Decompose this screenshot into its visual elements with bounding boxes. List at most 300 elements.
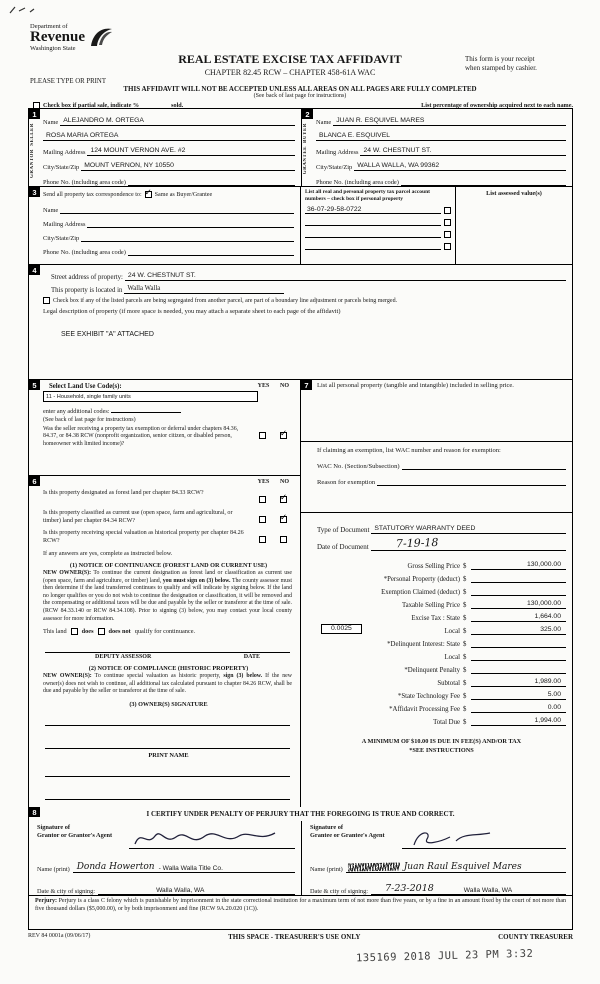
no-checkbox[interactable] [280, 516, 287, 523]
notice-continuance-body [43, 570, 294, 623]
grantee-date-row [310, 873, 566, 895]
dollar-sign: $ [463, 653, 467, 661]
see-back-note: (See back of last page for instructions) [43, 417, 136, 423]
see-instructions-note: *SEE INSTRUCTIONS [409, 746, 474, 754]
does-not-label: does not [108, 628, 131, 636]
handwritten-grantee-name: Juan Raul Esquivel Mares [403, 862, 522, 872]
money-label: Total Due [433, 718, 460, 726]
money-row [317, 687, 566, 700]
dollar-sign: $ [463, 718, 467, 726]
send-label: Send all property tax correspondence to: [43, 191, 142, 198]
title-block [120, 52, 460, 77]
money-label: Local [444, 627, 460, 635]
no-cell [273, 490, 294, 508]
date-city-label: Date & city of signing: [37, 888, 96, 895]
assessed-header: List assessed value(s) [486, 190, 542, 197]
treasurer-space-label: THIS SPACE - TREASURER'S USE ONLY [228, 933, 361, 941]
deputy-assessor-label: DEPUTY ASSESSOR [95, 654, 152, 661]
owners-signature-title: (3) OWNER(S) SIGNATURE [129, 700, 208, 708]
located-label: This property is located in [51, 287, 123, 294]
field-row [43, 156, 295, 171]
exemption-question-row [43, 426, 294, 448]
money-row [317, 674, 566, 687]
grantee-signature-label [310, 822, 402, 840]
name-label: Name [316, 119, 332, 126]
chapter-subtitle: CHAPTER 82.45 RCW – CHAPTER 458-61A WAC [204, 68, 376, 77]
csz-label: City/State/Zip [316, 164, 353, 171]
subtotal-field[interactable]: 1,989.00 [471, 678, 566, 687]
buyer-word: BUYER [303, 123, 308, 144]
field-row [43, 111, 295, 126]
spacer [317, 486, 566, 512]
perjury-label: Perjury: [35, 898, 57, 904]
document-date-row [317, 534, 566, 551]
seller-word: SELLER [30, 123, 35, 146]
no-cell [273, 426, 294, 448]
section-number-badge: 8 [29, 807, 40, 817]
correspondence-name-field[interactable] [60, 213, 294, 214]
if-yes-note: If any answers are yes, complete as instructed below. [43, 551, 173, 557]
buyer-side-label [303, 123, 308, 174]
grantor-signature [131, 825, 281, 851]
dept-line3: Washington State [30, 45, 76, 52]
dollar-sign: $ [463, 575, 467, 583]
same-as-label: Same as Buyer/Grantee [154, 191, 213, 198]
date-label: DATE [243, 654, 260, 661]
section-tax-correspondence [29, 187, 572, 265]
located-city-field[interactable]: Walla Walla [124, 285, 284, 294]
parcel-row [305, 214, 451, 226]
dollar-sign: $ [463, 705, 467, 713]
warning-banner: THIS AFFIDAVIT WILL NOT BE ACCEPTED UNLESS ALL AREAS ON ALL PAGES ARE FULLY COMPLETED [123, 85, 477, 93]
personal-property-label: List all personal property (tangible and intangible) included in selling price. [317, 382, 514, 389]
no-checkbox[interactable] [280, 432, 287, 439]
dor-logo-icon [88, 25, 114, 49]
seller-mailing-field[interactable]: 124 MOUNT VERNON AVE. #2 [87, 147, 295, 156]
excise-tax-local-field[interactable]: 325.00 [471, 626, 566, 635]
yes-no-header [253, 383, 295, 389]
correspondence-csz-field[interactable] [81, 241, 294, 242]
wac-row [317, 454, 566, 470]
notice-compliance-body [43, 673, 294, 696]
money-label: *Delinquent Penalty [404, 666, 460, 674]
personal-property-checkbox[interactable] [444, 243, 451, 250]
field-row [43, 228, 294, 242]
section-buyer [301, 109, 572, 186]
section-classification [29, 476, 300, 807]
personal-property-blank-area[interactable] [317, 391, 566, 441]
located-in-row [43, 281, 566, 294]
agency-name [30, 23, 85, 52]
money-label: Subtotal [437, 679, 460, 687]
parcel-number-field[interactable] [305, 225, 441, 226]
additional-codes-label: enter any additional codes: [43, 408, 110, 415]
assessed-values-col [456, 187, 572, 264]
footer-row [28, 933, 573, 941]
money-row [317, 622, 566, 635]
local-rate-box: 0.0025 [321, 624, 362, 634]
segregated-row [43, 297, 566, 304]
buyer-name-field[interactable]: JUAN R. ESQUIVEL MARES [333, 117, 566, 126]
dollar-sign: $ [463, 640, 467, 648]
no-label: NO [280, 383, 289, 389]
phone-label: Phone No. (including area code) [43, 179, 126, 186]
grantor-word: GRANTOR [30, 148, 35, 178]
money-label: Exemption Claimed (deduct) [381, 588, 460, 596]
no-cell [273, 530, 294, 548]
wac-label: WAC No. (Section/Subsection) [317, 462, 400, 470]
grantee-city: Walla Walla, WA [463, 887, 513, 894]
continuance-qualify-row [43, 628, 294, 635]
seller-name2-field[interactable]: ROSA MARIA ORTEGA [43, 132, 295, 141]
street-label: Street address of property: [51, 274, 123, 281]
deputy-assessor-signature-line[interactable] [45, 641, 290, 653]
please-type-label: PLEASE TYPE OR PRINT [30, 78, 106, 85]
section-sale-details [301, 380, 572, 807]
legal-description-label: Legal description of property (if more space is needed, you may attach a separate sheet to each page of the affidavit) [43, 308, 341, 315]
see-back-note: (See back of last page for instructions) [253, 93, 347, 99]
question-text: Is this property classified as current use (open space, farm and agricultural, or timber) land per chapter 84.34 RCW? [43, 510, 233, 524]
notice-body-part: NEW OWNER(S): [43, 673, 92, 680]
grantor-city: Walla Walla, WA [156, 887, 205, 894]
phone-label: Phone No. (including area code) [316, 179, 399, 186]
additional-codes-field[interactable] [111, 404, 181, 413]
certify-statement: I CERTIFY UNDER PENALTY OF PERJURY THAT THE FOREGOING IS TRUE AND CORRECT. [146, 810, 455, 818]
land-use-code-select[interactable]: 11 - Household, single family units [43, 391, 258, 402]
handwritten-date: 7-19-18 [395, 535, 439, 550]
no-checkbox[interactable] [280, 536, 287, 543]
money-label: Taxable Selling Price [401, 601, 460, 609]
money-row [317, 609, 566, 622]
send-correspondence-row [43, 189, 294, 200]
grantee-signature [404, 827, 504, 851]
money-row [317, 661, 566, 674]
section-number-badge: 6 [29, 476, 40, 486]
no-checkbox[interactable] [280, 496, 287, 503]
signature-of-label: Signature of [37, 824, 70, 831]
exemption-note: If claiming an exemption, list WAC number and reason for exemption: [317, 446, 501, 454]
yes-cell [252, 490, 273, 508]
wac-number-field[interactable] [402, 469, 566, 470]
street-address-field[interactable]: 24 W. CHESTNUT ST. [125, 272, 566, 281]
lower-columns [29, 380, 572, 807]
owner-signature-line[interactable] [45, 714, 290, 726]
parties-row [29, 109, 572, 187]
ownership-note: List percentage of ownership acquired next to each name. [421, 101, 573, 109]
document-type-label: Type of Document [317, 525, 370, 534]
money-label: Gross Selling Price [407, 562, 460, 570]
notice-body-part: NEW OWNER(S): [43, 570, 92, 576]
grantee-date-field[interactable] [371, 873, 566, 895]
grantee-word: GRANTEE [303, 146, 308, 175]
grantee-signature-row [310, 822, 566, 849]
land-use-label: Select Land Use Code(s): [49, 383, 122, 390]
yes-label: YES [257, 383, 270, 389]
taxable-selling-price-field[interactable]: 130,000.00 [471, 600, 566, 609]
seller-phone-field[interactable] [128, 185, 295, 186]
divider [301, 512, 572, 513]
name-print-label: Name (print) [310, 866, 343, 873]
perjury-notice [29, 895, 572, 929]
field-row [316, 156, 566, 171]
parcel-number-field[interactable] [305, 249, 441, 250]
grantee-signature-col [301, 821, 572, 895]
personal-property-checkbox[interactable] [444, 219, 451, 226]
sold-label: sold. [171, 101, 184, 109]
name-print-label: Name (print) [37, 866, 70, 873]
signature-columns [29, 821, 572, 895]
answer-boxes [252, 426, 294, 448]
scan-artifact [8, 4, 48, 16]
field-row [316, 141, 566, 156]
seller-csz-field[interactable]: MOUNT VERNON, NY 10550 [81, 162, 295, 171]
section-number-badge: 2 [302, 109, 313, 119]
grantor-date-row [37, 873, 295, 895]
money-label: *Personal Property (deduct) [383, 575, 460, 583]
yes-cell [252, 510, 273, 528]
excise-tax-state-field[interactable]: 1,664.00 [471, 613, 566, 622]
question-text: Was the seller receiving a property tax exemption or deferral under chapters 84.36, 84.37, or 84.38 RCW (nonprofit organization, senior citizen, or disabled person, homeowner with limited income)? [43, 426, 239, 447]
owner-signature-line[interactable] [45, 737, 290, 749]
field-row [43, 171, 295, 186]
notice-body-part: sign (3) below. [223, 673, 263, 680]
form-revision-number: REV 84 0001a (09/06/17) [28, 933, 91, 939]
county-treasurer-label: COUNTY TREASURER [498, 933, 573, 941]
field-row [316, 111, 566, 126]
money-row [317, 596, 566, 609]
yes-cell [252, 530, 273, 548]
mailing-label: Mailing Address [316, 149, 359, 156]
answer-boxes [252, 530, 294, 548]
money-row [317, 648, 566, 661]
dollar-sign: $ [463, 627, 467, 635]
legal-description-value: SEE EXHIBIT "A" ATTACHED [61, 331, 154, 338]
gross-selling-price-field[interactable]: 130,000.00 [471, 561, 566, 570]
money-row [317, 557, 566, 570]
notice-body-part: If the new owner(s) does not wish to continue, all additional tax calculated pursuant to chapter 84.26 RCW, shall be due and payable by the seller or transferor at the time of sale. [43, 673, 292, 695]
answer-boxes [252, 490, 294, 508]
minimum-due-note: A MINIMUM OF $10.00 IS DUE IN FEE(S) AND/OR TAX [361, 737, 522, 745]
section-number-badge: 3 [29, 187, 40, 197]
csz-label: City/State/Zip [43, 164, 80, 171]
yes-checkbox[interactable] [259, 516, 266, 523]
seller-name-field[interactable]: ALEJANDRO M. ORTEGA [60, 117, 295, 126]
does-not-checkbox[interactable] [98, 628, 105, 635]
section-seller [29, 109, 301, 186]
field-row [43, 214, 294, 228]
money-label: *Affidavit Processing Fee [389, 705, 460, 713]
personal-property-checkbox[interactable] [444, 207, 451, 214]
section-number-badge: 5 [29, 380, 40, 390]
parcel-row [305, 202, 451, 214]
parcel-header: List all real and personal property tax parcel account numbers – check box if personal property [305, 189, 430, 202]
document-date-field[interactable] [371, 537, 566, 551]
grantor-signature-label [37, 822, 129, 840]
notice-body-part: The county assessor must then determine if the land transferred continues to qualify and will indicate by signing below. If the land no longer qualifies or you do not wish to continue the designation or classification, it will be removed and the compensating or additional taxes will be due and payable by the seller or transferor at the time of sale. (RCW 84.33.140 or RCW 84.34.108). Prior to signing (3) below, you may contact your local county assessor for more information. [43, 577, 292, 622]
additional-codes-row [43, 404, 294, 415]
money-row [317, 713, 566, 726]
buyer-name2-field[interactable]: BLANCA E. ESQUIVEL [316, 132, 566, 141]
section-number-badge: 7 [301, 380, 312, 390]
handwritten-grantor-name: Donda Howerton [76, 862, 155, 872]
money-label: *Delinquent Interest: State [387, 640, 460, 648]
treasurer-date-stamp: 135169 2018 JUL 23 PM 3:32 [355, 947, 534, 965]
notice-body-part: To continue the current designation as forest land or classification as current use (open space, farm and agriculture, or timber) land, [43, 570, 292, 584]
page-title: REAL ESTATE EXCISE TAX AFFIDAVIT [178, 52, 402, 66]
total-due-field[interactable]: 1,994.00 [471, 717, 566, 726]
section-property-location [29, 265, 572, 380]
signature-of-label: Signature of [310, 824, 343, 831]
this-land-label: This land [43, 628, 67, 636]
handwritten-signing-date: 7-23-2018 [385, 883, 434, 894]
affidavit-processing-fee-field[interactable]: 0.00 [471, 704, 566, 713]
grantor-signature-field[interactable] [129, 822, 295, 849]
field-row [43, 242, 294, 256]
field-row [316, 171, 566, 186]
grantor-agent-label: Grantor or Grantor's Agent [37, 831, 113, 839]
personal-property-checkbox[interactable] [444, 231, 451, 238]
buyer-phone-field[interactable] [401, 185, 566, 186]
section-number-badge: 1 [29, 109, 40, 119]
yes-checkbox[interactable] [259, 496, 266, 503]
seller-side-label [30, 123, 35, 178]
no-cell [273, 510, 294, 528]
money-label: Local [444, 653, 460, 661]
receipt-note [465, 55, 575, 73]
certify-row [29, 807, 572, 821]
does-label: does [81, 628, 94, 636]
grantee-signature-field[interactable] [402, 822, 566, 849]
question-row [43, 510, 294, 528]
money-label: Excise Tax : State [411, 614, 460, 622]
dollar-sign: $ [463, 692, 467, 700]
yes-checkbox[interactable] [259, 432, 266, 439]
parcel-number-field[interactable] [305, 237, 441, 238]
grantor-company: - Walla Walla Title Co. [158, 865, 223, 872]
agency-logo-block [30, 23, 114, 52]
question-text: Is this property receiving special valuation as historical property per chapter 84.26 RCW? [43, 530, 244, 544]
document-type-field[interactable]: STATUTORY WARRANTY DEED [371, 525, 566, 534]
money-row [317, 635, 566, 648]
dept-line1: Department of [30, 23, 68, 30]
partial-sale-label: Check box if partial sale, indicate % [43, 101, 140, 109]
deputy-assessor-labels [43, 653, 294, 660]
no-label: NO [280, 479, 289, 485]
correspondence-mailing-field[interactable] [87, 227, 294, 228]
grantor-name-field[interactable] [73, 849, 295, 873]
segregated-checkbox[interactable] [43, 297, 50, 304]
does-checkbox[interactable] [71, 628, 78, 635]
mailing-label: Mailing Address [43, 149, 86, 156]
yes-no-header [253, 479, 295, 485]
dept-line2: Revenue [30, 29, 85, 45]
question-row [43, 530, 294, 548]
notice-compliance-title: (2) NOTICE OF COMPLIANCE (HISTORIC PROPERTY) [88, 665, 249, 673]
parcel-row [305, 226, 451, 238]
same-as-buyer-checkbox[interactable] [145, 191, 152, 198]
divider [301, 441, 572, 442]
parcel-numbers-col [301, 187, 456, 264]
name-label: Name [43, 119, 59, 126]
section-land-use [29, 380, 300, 476]
grantor-signature-col [29, 821, 301, 895]
right-column [301, 380, 572, 807]
grantee-name-row [310, 849, 566, 873]
field-row [43, 126, 295, 141]
grantor-name-row [37, 849, 295, 873]
grantor-signature-row [37, 822, 295, 849]
question-text: Is this property designated as forest land per chapter 84.33 RCW? [43, 490, 204, 496]
receipt-note-line2: when stamped by cashier. [465, 64, 537, 73]
street-address-row [43, 268, 566, 281]
parcel-row [305, 238, 451, 250]
dollar-sign: $ [463, 679, 467, 687]
reason-row [317, 470, 566, 486]
csz-label: City/State/Zip [43, 235, 80, 242]
date-city-label: Date & city of signing: [310, 888, 369, 895]
owner-print-name-line[interactable] [45, 765, 290, 777]
mailing-label: Mailing Address [43, 221, 86, 228]
name-label: Name [43, 207, 59, 214]
notice-continuance-title: (1) NOTICE OF CONTINUANCE (FOREST LAND OR CURRENT USE) [69, 562, 268, 569]
correspondence-col [29, 187, 301, 264]
question-row [43, 490, 294, 508]
section-certification [29, 807, 572, 895]
tax-computation-table [317, 557, 566, 726]
money-row [317, 583, 566, 596]
notice-body-part: To continue special valuation as historic property, [91, 673, 224, 680]
document-type-row [317, 519, 566, 534]
field-row [316, 126, 566, 141]
grantee-agent-label: Grantee or Grantee's Agent [310, 831, 385, 839]
segregated-label: Check box if any of the listed parcels are being segregated from another parcel, are part of a boundary line adjustment or parcels being merged. [53, 297, 398, 304]
notice-body-part: you must sign on (3) below. [162, 577, 231, 584]
correspondence-phone-field[interactable] [128, 255, 294, 256]
exemption-reason-field[interactable] [377, 485, 566, 486]
money-label: *State Technology Fee [397, 692, 460, 700]
field-row [43, 141, 295, 156]
yes-label: YES [257, 479, 270, 485]
buyer-csz-field[interactable]: WALLA WALLA, WA 99362 [354, 162, 566, 171]
field-row [43, 200, 294, 214]
dollar-sign: $ [463, 588, 467, 596]
grantee-name-field[interactable] [346, 849, 566, 873]
form-body [28, 108, 573, 930]
yes-checkbox[interactable] [259, 536, 266, 543]
dollar-sign: $ [463, 601, 467, 609]
dollar-sign: $ [463, 666, 467, 674]
buyer-mailing-field[interactable]: 24 W. CHESTNUT ST. [360, 147, 566, 156]
answer-boxes [252, 510, 294, 528]
phone-label: Phone No. (including area code) [43, 249, 126, 256]
state-technology-fee-field[interactable]: 5.00 [471, 691, 566, 700]
owner-print-name-line[interactable] [45, 788, 290, 800]
print-name-label: PRINT NAME [148, 751, 189, 759]
scribbled-out-text [348, 863, 400, 872]
money-row [317, 570, 566, 583]
qualify-label: qualify for continuance. [134, 628, 196, 636]
left-column [29, 380, 301, 807]
section-number-badge: 4 [29, 265, 40, 275]
parcel-number-field[interactable]: 36-07-29-58-0722 [305, 206, 441, 214]
grantor-date-field[interactable] [98, 873, 295, 895]
reason-label: Reason for exemption [317, 478, 376, 486]
receipt-note-line1: This form is your receipt [465, 55, 535, 63]
dollar-sign: $ [463, 614, 467, 622]
dollar-sign: $ [463, 562, 467, 570]
money-row [317, 700, 566, 713]
perjury-text: Perjury is a class C felony which is punishable by imprisonment in the state correctional institution for a maximum term of not more than five years, or by a fine in an amount fixed by the court of not more than five thousand dollars ($5,000.00), or by both imprisonment and fine (RCW 9A.20.020 (1C)). [35, 898, 566, 912]
